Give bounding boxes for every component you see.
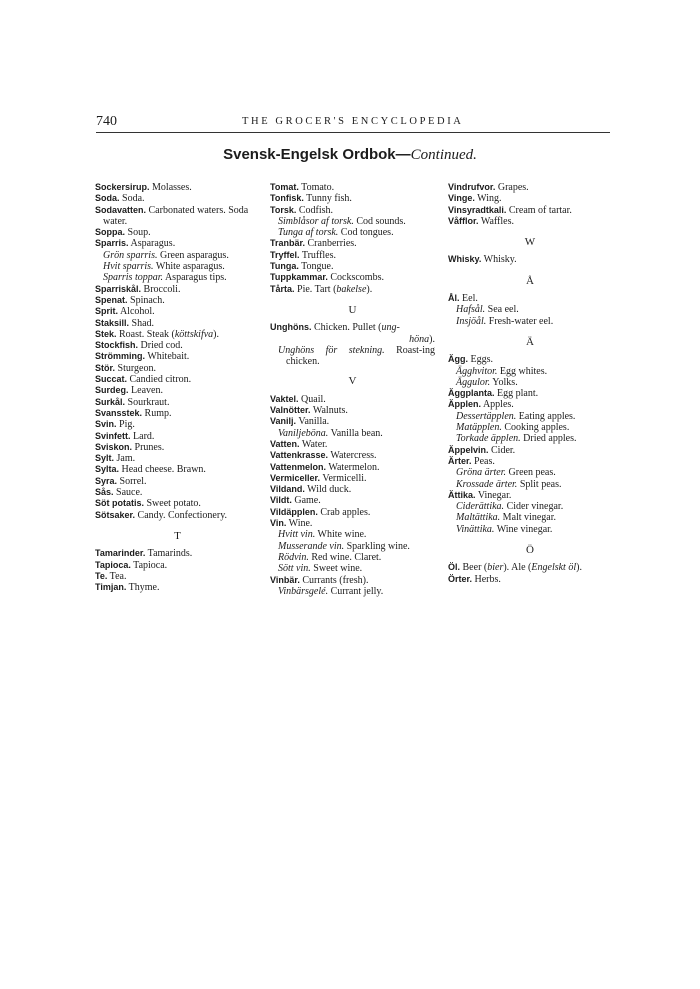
letter-heading-v: V [348,375,357,388]
definition: White wine. [315,529,367,541]
headword: Sodavatten. [95,204,147,215]
dictionary-entry [448,182,612,193]
definition: Prunes. [132,441,165,453]
dictionary-entry [95,329,260,340]
dictionary-entry [270,416,435,427]
headword: Soppa. [95,227,126,238]
dictionary-entry [270,507,435,518]
definition: Tamarinds. [145,548,193,560]
headword: Svin. [95,419,117,430]
definition: Walnuts. [310,405,348,417]
subentry-term: Musserande vin. [278,540,345,552]
definition: Cod sounds. [353,215,406,227]
dictionary-entry [95,571,260,582]
subentry-term: Vinättika. [456,523,495,535]
headword: Vattenmelon. [270,461,327,472]
definition-italic: ung- [381,322,400,334]
definition: Grapes. [495,182,529,193]
subentry-term: Torkade äpplen. [456,433,521,445]
dictionary-subentry [95,250,260,261]
dictionary-entry [95,318,260,329]
subentry-term: Tunga af torsk. [278,227,339,239]
dictionary-entry [95,408,260,419]
definition: Wing. [474,193,502,205]
definition-end: ). [366,283,373,295]
definition: Chicken. Pullet ( [311,322,382,334]
dictionary-entry [270,518,435,529]
definition: Apples. [481,399,514,411]
dictionary-subentry [448,366,612,377]
page-number: 740 [96,114,117,129]
headword: Vaktel. [270,393,299,404]
headword: Sparris. [95,238,129,249]
headword: Äggplanta. [448,388,495,399]
headword: Söt potatis. [95,498,144,509]
dictionary-subentry [448,512,612,523]
subentry-term: Matäpplen. [456,422,502,434]
dictionary-entry [448,205,612,216]
headword: Vanilj. [270,416,297,427]
headword: Succat. [95,374,128,385]
dictionary-entry [95,193,260,204]
letter-heading-u: U [348,303,357,316]
headword: Surdeg. [95,385,129,396]
definition: Cream of tartar. [506,204,572,216]
definition: Soup. [125,227,151,239]
dictionary-entry [95,397,260,408]
dictionary-entry [95,464,260,475]
definition: Malt vinegar. [500,512,556,524]
subentry-term: Grön sparris. [103,249,158,261]
definition: Waffles. [478,215,514,227]
headword: Sylt. [95,453,115,464]
definition: Broccoli. [141,283,181,295]
dictionary-entry [95,227,260,238]
definition: Whisky. [481,254,517,266]
headword: Unghöns. [270,322,312,333]
headword: Vinge. [448,193,475,204]
definition: Vanilla. [296,416,330,428]
definition: Herbs. [472,573,501,585]
headword: Tuppkammar. [270,272,328,283]
headword: Torsk. [270,204,297,215]
subentry-term: Ciderättika. [456,501,505,513]
definition: Red wine. Claret. [308,551,382,563]
headword: Tranbär. [270,238,306,249]
definition: Crab apples. [317,506,371,518]
dictionary-entry [270,284,435,295]
subentry-term: Gröna ärter. [456,467,507,479]
dictionary-entry [270,484,435,495]
dictionary-entry [448,388,612,399]
headword: Sviskon. [95,441,133,452]
headword: Vinbär. [270,574,300,585]
dictionary-entry [270,405,435,416]
headword: Våfflor. [448,215,479,226]
subentry-term: Hafsål. [456,304,486,316]
headword: Stek. [95,328,117,339]
dictionary-entry [95,510,260,521]
headword: Örter. [448,573,473,584]
headword: Syra. [95,475,118,486]
dictionary-subentry [448,377,612,388]
subentry-term: Sparris toppar. [103,272,164,284]
definition: Egg plant. [494,388,539,400]
headword: Ål. [448,293,460,304]
dictionary-entry [270,272,435,283]
dictionary-entry [270,439,435,450]
headword: Sparriskål. [95,283,142,294]
headword: Timjan. [95,582,127,593]
dictionary-entry [448,490,612,501]
definition: Whitebait. [145,351,190,363]
dictionary-subentry [270,586,435,597]
headword: Tårta. [270,283,295,294]
dictionary-subentry [448,411,612,422]
dictionary-entry [95,453,260,464]
definition: Yolks. [490,376,518,388]
dictionary-subentry [270,563,435,574]
dictionary-entry [270,322,435,345]
headword: Ättika. [448,489,476,500]
definition: Beer ( [460,562,488,574]
definition: Eel. [459,293,478,305]
definition: Green asparagus. [157,249,229,261]
definition-italic: bier [487,562,504,574]
headword: Vildt. [270,495,292,506]
dictionary-entry [95,498,260,509]
headword: Sockersirup. [95,182,150,192]
dictionary-entry [95,306,260,317]
dictionary-entry [95,284,260,295]
dictionary-subentry [448,524,612,535]
headword: Sötsaker. [95,509,136,520]
subentry-term: Vaniljeböna. [278,427,329,439]
dictionary-subentry [448,422,612,433]
headword: Svansstek. [95,407,143,418]
definition: Soda. [119,193,145,205]
definition: Game. [291,495,321,507]
headword: Stockfish. [95,340,139,351]
dictionary-subentry [448,501,612,512]
definition: Wine vinegar. [494,523,553,535]
headword: Vermiceller. [270,472,321,483]
subentry-term: Sött vin. [278,563,311,575]
dictionary-entry [448,254,612,265]
dictionary-entry [448,456,612,467]
definition-italic-2: Engelskt öl [531,562,577,574]
definition: Tea. [107,570,127,582]
headword: Tonfisk. [270,193,304,204]
headword: Tamarinder. [95,548,146,559]
dictionary-entry [95,351,260,362]
dictionary-entry [95,442,260,453]
subentry-term: Rödvin. [278,551,309,563]
headword: Sås. [95,487,114,498]
headword: Vattenkrasse. [270,450,329,461]
definition: Currant jelly. [328,585,384,597]
headword: Tryffel. [270,249,300,260]
headword: Vatten. [270,438,300,449]
definition-end: ). [429,333,435,345]
definition: Pig. [116,419,135,431]
definition: Molasses. [149,182,192,193]
definition: Eating apples. [516,410,576,422]
dictionary-subentry [270,428,435,439]
headword: Äppelvin. [448,444,489,455]
headword: Vildand. [270,484,305,495]
dictionary-entry [448,293,612,304]
definition: Lard. [130,430,155,442]
dictionary-subentry [95,272,260,283]
header-rule [96,132,610,133]
definition: Vermicelli. [320,472,367,484]
headword: Äpplen. [448,399,481,410]
headword: Vinsyradtkali. [448,204,507,215]
dictionary-entry [270,495,435,506]
headword: Vin. [270,518,287,529]
definition: Sauce. [113,487,143,499]
definition: Watermelon. [326,461,380,473]
headword: Staksill. [95,317,130,328]
definition: Cider vinegar. [504,501,564,513]
definition: Sweet wine. [310,563,363,575]
definition-end: ). [576,562,582,574]
definition: Sweet potato. [144,498,201,510]
definition: Sparkling wine. [344,540,410,552]
headword: Sylta. [95,464,120,475]
dictionary-entry [95,385,260,396]
definition: Tunny fish. [303,193,352,205]
definition: Fresh-water eel. [486,315,554,327]
headword: Stör. [95,362,116,373]
dictionary-entry [95,548,260,559]
column-1 [95,182,260,593]
definition: Cider. [488,444,516,456]
dictionary-subentry [448,433,612,444]
headword: Vildäpplen. [270,506,318,517]
definition: Vanilla bean. [328,427,383,439]
definition: Roast-ing chicken. [286,344,435,368]
dictionary-entry [95,295,260,306]
dictionary-entry [448,216,612,227]
definition: Roast. Steak ( [116,328,175,340]
section-title-continued: Continued. [410,147,477,163]
dictionary-entry [95,205,260,228]
dictionary-entry [95,363,260,374]
dictionary-entry [270,250,435,261]
definition: Quail. [298,393,326,405]
definition: Spinach. [127,294,165,306]
definition: Peas. [471,455,495,467]
subentry-term: Äggulor. [456,376,491,388]
definition: Cranberries. [305,238,357,250]
subentry-term: Hvitt vin. [278,529,316,541]
dictionary-subentry [448,316,612,327]
definition: Wild duck. [304,484,352,496]
subentry-term: Ägghvitor. [456,365,498,377]
definition: Shad. [129,317,155,329]
dictionary-subentry [270,216,435,227]
definition: Cooking apples. [501,422,570,434]
definition: Egg whites. [497,365,548,377]
headword: Ärter. [448,455,472,466]
dictionary-entry [270,205,435,216]
definition-middle: ). Ale ( [503,562,532,574]
dictionary-subentry [448,479,612,490]
dictionary-entry [448,562,612,573]
dictionary-entry [270,575,435,586]
definition: Jam. [114,453,136,465]
letter-heading-t: T [174,529,181,542]
definition: Head cheese. Brawn. [119,464,206,476]
dictionary-entry [448,574,612,585]
definition: Thyme. [126,582,160,594]
headword: Tomat. [270,182,299,192]
dictionary-subentry [270,345,435,368]
definition: Candy. Confectionery. [135,509,228,521]
definition: Split peas. [517,478,562,490]
definition-italic-2: höna [409,333,430,345]
dictionary-entry [270,394,435,405]
definition-italic: bakelse [336,283,367,295]
dictionary-entry [95,487,260,498]
dictionary-subentry [270,541,435,552]
page-header [96,114,610,132]
dictionary-entry [95,419,260,430]
section-title [0,146,700,164]
dictionary-subentry [270,227,435,238]
dictionary-entry [270,261,435,272]
dictionary-subentry [270,529,435,540]
definition: Truffles. [299,249,337,261]
definition: Sturgeon. [115,362,156,374]
headword: Te. [95,570,108,581]
subentry-term: Unghöns för stekning. [278,344,385,356]
column-3 [448,182,612,585]
letter-heading-a-umlaut: Ä [526,335,534,348]
definition: Asparagus tips. [163,272,227,284]
headword: Strömming. [95,351,146,362]
definition: White asparagus. [153,261,225,273]
dictionary-entry [95,431,260,442]
dictionary-entry [448,193,612,204]
definition: Eggs. [468,354,493,366]
dictionary-entry [95,560,260,571]
column-2 [270,182,435,597]
dictionary-entry [270,193,435,204]
dictionary-subentry [448,304,612,315]
definition: Carbonated waters. Soda water. [103,204,249,227]
definition: Sorrel. [117,475,147,487]
definition: Sourkraut. [125,396,170,408]
headword: Tapioca. [95,559,131,570]
running-head: THE GROCER'S ENCYCLOPEDIA [242,116,464,127]
definition: Sea eel. [485,304,519,316]
definition: Vinegar. [475,489,512,501]
headword: Valnötter. [270,405,311,416]
dictionary-subentry [270,552,435,563]
dictionary-entry [448,399,612,410]
definition: Tongue. [298,261,334,273]
headword: Spenat. [95,294,128,305]
definition: Rump. [142,407,172,419]
subentry-term: Krossade ärter. [456,478,518,490]
definition-end: ). [213,328,220,340]
dictionary-subentry [95,261,260,272]
dictionary-entry [95,374,260,385]
definition: Pie. Tart ( [294,283,337,295]
definition: Green peas. [506,467,556,479]
definition-wrap [278,334,435,345]
letter-heading-a-ring: Å [526,274,534,287]
section-title-main: Svensk-Engelsk Ordbok— [223,146,411,163]
definition: Alcohol. [118,306,155,318]
definition: Dried cod. [138,340,183,352]
dictionary-entry [95,582,260,593]
letter-heading-o-umlaut: Ö [526,544,534,557]
definition: Cod tongues. [338,227,394,239]
dictionary-entry [95,238,260,249]
headword: Tunga. [270,261,299,272]
definition: Water. [299,438,328,450]
subentry-term: Maltättika. [456,512,501,524]
headword: Öl. [448,562,461,573]
headword: Vindrufvor. [448,182,496,192]
headword: Ägg. [448,354,468,365]
dictionary-entry [95,340,260,351]
dictionary-entry [270,182,435,193]
definition: Wine. [286,518,313,530]
subentry-term: Insjöål. [456,315,487,327]
definition: Dried apples. [520,433,577,445]
definition: Tomato. [298,182,335,193]
subentry-term: Dessertäpplen. [456,410,517,422]
dictionary-subentry [448,467,612,478]
headword: Whisky. [448,254,482,265]
dictionary-entry [448,445,612,456]
dictionary-entry [95,476,260,487]
headword: Svinfett. [95,430,131,441]
definition: Cockscombs. [327,272,384,284]
definition: Candied citron. [127,374,192,386]
definition: Codfish. [296,204,334,216]
headword: Surkål. [95,396,126,407]
headword: Sprit. [95,306,119,317]
dictionary-entry [95,182,260,193]
dictionary-entry [270,462,435,473]
dictionary-entry [448,354,612,365]
dictionary-entry [270,473,435,484]
definition: Tapioca. [130,559,168,571]
definition: Leaven. [128,385,163,397]
headword: Soda. [95,193,120,204]
letter-heading-w: W [524,236,536,249]
dictionary-entry [270,238,435,249]
subentry-term: Simblåsor af torsk. [278,215,354,227]
subentry-term: Hvit sparris. [103,261,154,273]
dictionary-entry [270,450,435,461]
definition-italic: köttskifva [174,328,214,340]
definition: Asparagus. [128,238,176,250]
subentry-term: Vinbärsgelé. [278,585,329,597]
definition: Currants (fresh). [299,574,369,586]
definition: Watercress. [328,450,377,462]
